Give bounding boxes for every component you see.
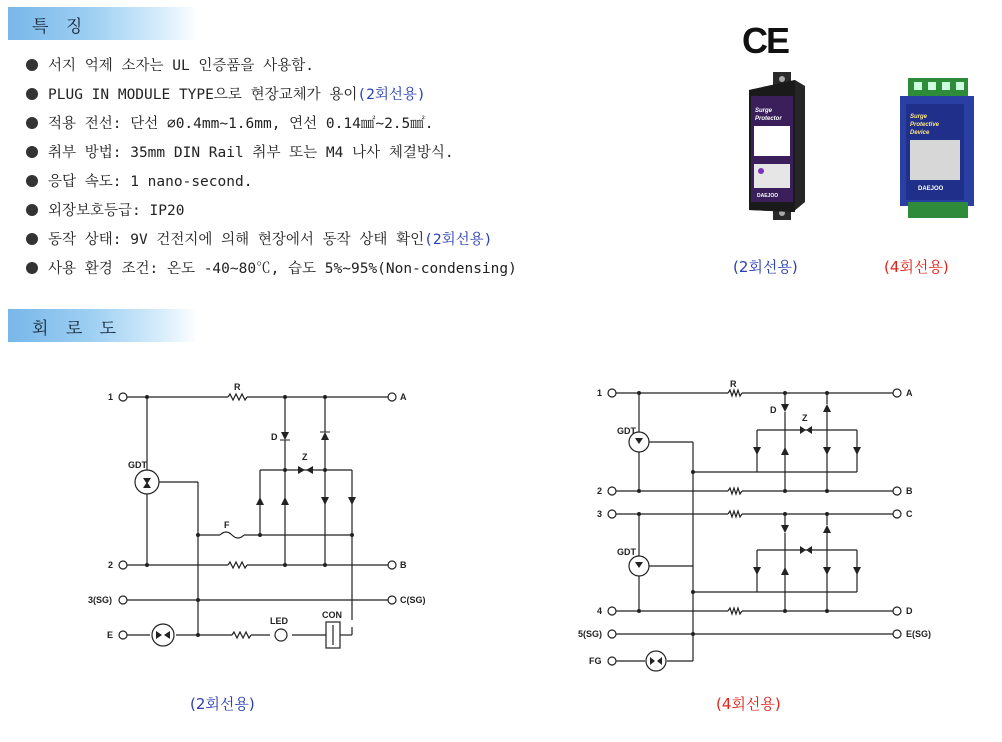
feature-item: 동작 상태: 9V 건전지에 의해 현장에서 동작 상태 확인(2회선용) bbox=[26, 226, 517, 255]
product-image-4line bbox=[898, 78, 980, 218]
feature-item: 서지 억제 소자는 UL 인증품을 사용함. bbox=[26, 52, 517, 81]
svg-text:GDT: GDT bbox=[617, 426, 636, 436]
svg-text:E(SG): E(SG) bbox=[906, 629, 932, 639]
svg-text:Surge: Surge bbox=[910, 114, 928, 120]
product-image-2line bbox=[735, 72, 815, 220]
bullet-icon bbox=[26, 262, 38, 274]
circuit-diagram-2line bbox=[88, 378, 430, 658]
bullet-icon bbox=[26, 233, 38, 245]
svg-text:Protector: Protector bbox=[755, 116, 782, 122]
svg-text:C: C bbox=[906, 509, 913, 519]
features-title: 특 징 bbox=[32, 17, 89, 37]
circuit-caption-2line: (2회선용) bbox=[190, 695, 255, 713]
circuit-title: 회 로 도 bbox=[32, 319, 123, 339]
svg-text:E: E bbox=[107, 630, 114, 640]
product-caption-4line: (4회선용) bbox=[884, 258, 949, 276]
svg-text:4: 4 bbox=[597, 606, 603, 616]
svg-text:GDT: GDT bbox=[617, 547, 636, 557]
svg-text:Protective: Protective bbox=[910, 122, 940, 128]
svg-text:F: F bbox=[224, 520, 230, 530]
feature-item: 외장보호등급: IP20 bbox=[26, 197, 517, 226]
bullet-icon bbox=[26, 117, 38, 129]
svg-text:3: 3 bbox=[597, 509, 603, 519]
feature-item: 응답 속도: 1 nano-second. bbox=[26, 168, 517, 197]
svg-text:LED: LED bbox=[270, 616, 288, 626]
svg-text:FG: FG bbox=[589, 656, 602, 666]
svg-text:Z: Z bbox=[802, 413, 808, 423]
svg-text:CON: CON bbox=[322, 610, 342, 620]
ce-mark-logo: CE bbox=[742, 20, 789, 61]
features-list bbox=[26, 52, 517, 284]
feature-item: 취부 방법: 35mm DIN Rail 취부 또는 M4 나사 체결방식. bbox=[26, 139, 517, 168]
svg-text:1: 1 bbox=[597, 388, 603, 398]
circuit-caption-4line: (4회선용) bbox=[716, 695, 781, 713]
feature-item: PLUG IN MODULE TYPE으로 현장교체가 용이(2회선용) bbox=[26, 81, 517, 110]
svg-text:C(SG): C(SG) bbox=[400, 595, 426, 605]
svg-text:5(SG): 5(SG) bbox=[578, 629, 603, 639]
svg-text:GDT: GDT bbox=[128, 460, 147, 470]
svg-text:B: B bbox=[400, 560, 407, 570]
bullet-icon bbox=[26, 59, 38, 71]
svg-text:DAEJOO: DAEJOO bbox=[918, 186, 944, 192]
bullet-icon bbox=[26, 175, 38, 187]
svg-text:DAEJOO: DAEJOO bbox=[757, 193, 779, 199]
svg-text:Device: Device bbox=[910, 130, 930, 136]
svg-text:1: 1 bbox=[108, 392, 114, 402]
svg-text:Z: Z bbox=[302, 452, 308, 462]
circuit-diagram-4line bbox=[580, 378, 940, 678]
feature-item: 사용 환경 조건: 온도 -40~80℃, 습도 5%~95%(Non-condensing) bbox=[26, 255, 517, 284]
svg-text:2: 2 bbox=[597, 486, 603, 496]
feature-item: 적용 전선: 단선 ∅0.4mm~1.6mm, 연선 0.14㎟~2.5㎟. bbox=[26, 110, 517, 139]
svg-text:D: D bbox=[906, 606, 913, 616]
svg-text:D: D bbox=[271, 432, 278, 442]
svg-text:B: B bbox=[906, 486, 913, 496]
svg-text:A: A bbox=[906, 388, 913, 398]
svg-text:R: R bbox=[730, 379, 737, 389]
product-caption-2line: (2회선용) bbox=[733, 258, 798, 276]
svg-text:Surge: Surge bbox=[755, 108, 773, 114]
svg-text:3(SG): 3(SG) bbox=[88, 595, 113, 605]
bullet-icon bbox=[26, 146, 38, 158]
svg-text:2: 2 bbox=[108, 560, 114, 570]
bullet-icon bbox=[26, 204, 38, 216]
svg-text:A: A bbox=[400, 392, 407, 402]
features-header-bar bbox=[8, 7, 198, 40]
svg-text:R: R bbox=[234, 382, 241, 392]
bullet-icon bbox=[26, 88, 38, 100]
svg-text:D: D bbox=[770, 405, 777, 415]
circuit-header-bar bbox=[8, 309, 198, 342]
